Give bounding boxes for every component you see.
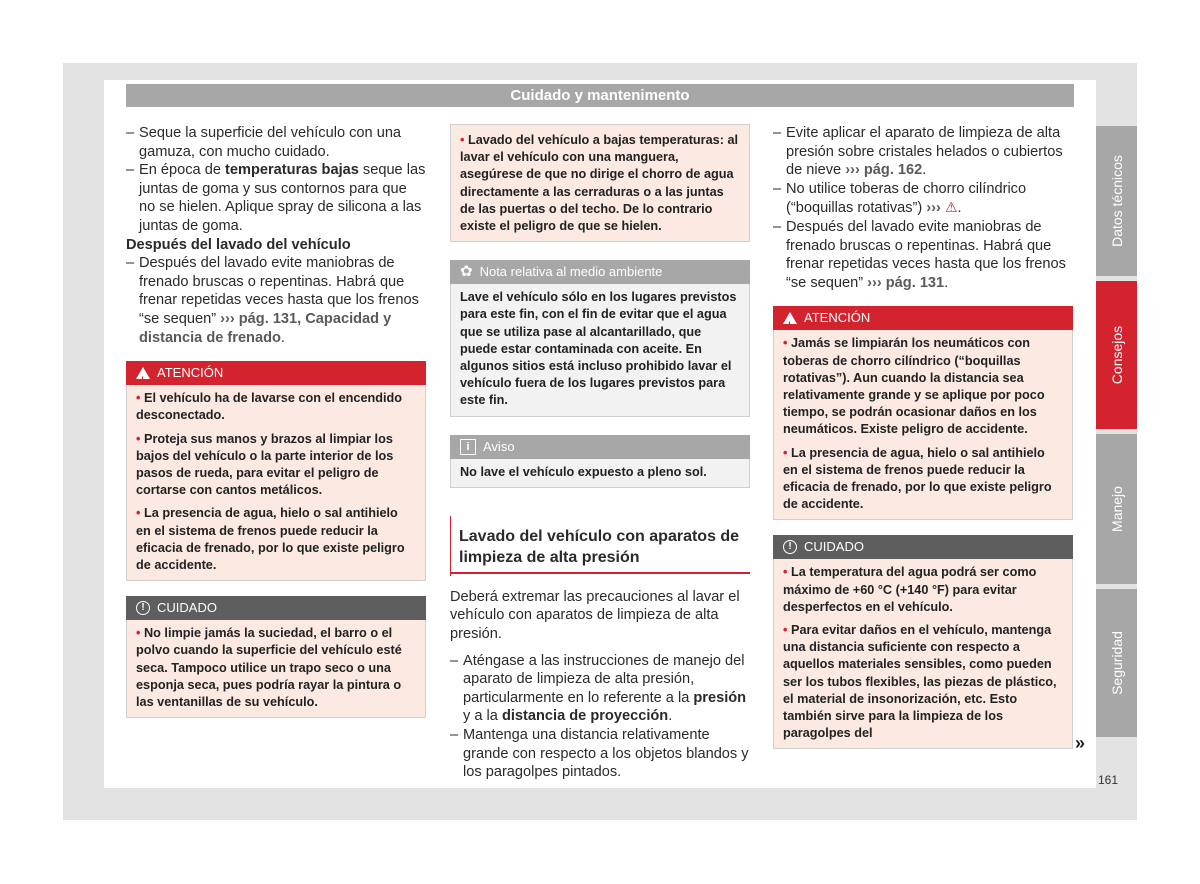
box-bullet-text: Para evitar daños en el vehículo, mantenga una distancia suficiente con respecto a aquellos materiales sensibles, como pueden ser los tubos flexibles, las piezas de plástico, el material de insonorización, etc. Esto también sirve para la limpieza de los paragolpes del bbox=[783, 622, 1057, 741]
list-item bbox=[773, 180, 1073, 218]
list-item-text: . bbox=[922, 162, 927, 179]
box-bullet-text: Lavado del vehículo a bajas temperaturas: al lavar el vehículo con una manguera, asegúrese de que no dirige el chorro de agua directamente a las cerraduras o a las juntas de las puertas o del techo. De lo contrario existe el peligro de que se hielen. bbox=[460, 133, 739, 234]
side-tab-manejo[interactable] bbox=[1096, 434, 1137, 584]
box-title-text: CUIDADO bbox=[804, 539, 864, 555]
list-item bbox=[126, 254, 426, 347]
side-tab-label: Consejos bbox=[1108, 325, 1125, 385]
atencion-box bbox=[773, 306, 1073, 520]
side-tab-seguridad[interactable] bbox=[1096, 589, 1137, 737]
nota-box-title bbox=[450, 260, 750, 284]
box-bullet: • No limpie jamás la suciedad, el barro o el polvo cuando la superficie del vehículo esté seca. Tampoco utilice un trapo seco o una esponja seca, pues podría rayar la pintura o las ventanillas de su vehículo. bbox=[136, 626, 402, 709]
list-item-text: seque las juntas de goma y sus contornos para que no se hielen. Aplique spray de silicona a las juntas de goma. bbox=[139, 162, 426, 234]
box-bullet-text: Proteja sus manos y brazos al limpiar los bajos del vehículo o la parte interior de los pasos de rueda, para evitar el peligro de cortarse con cantos metálicos. bbox=[136, 431, 394, 498]
continued-box-body bbox=[450, 125, 750, 242]
side-tab-consejos[interactable] bbox=[1096, 281, 1137, 429]
box-title-text: CUIDADO bbox=[157, 600, 217, 616]
section-intro: Deberá extremar las precauciones al lavar el vehículo con aparatos de limpieza de alta presión. bbox=[450, 588, 740, 643]
column-right bbox=[773, 124, 1073, 749]
list-item bbox=[450, 652, 750, 726]
box-title-text: ATENCIÓN bbox=[804, 310, 871, 326]
side-tab-datos-tecnicos[interactable] bbox=[1096, 126, 1137, 276]
cuidado-box-body bbox=[126, 620, 426, 718]
box-bullet: • Para evitar daños en el vehículo, mantenga una distancia suficiente con respecto a aquellos materiales sensibles, como pueden ser los tubos flexibles, las piezas de plástico, el material de insonorización, etc. Esto también sirve para la limpieza de los paragolpes del bbox=[783, 622, 1057, 741]
atencion-box-title bbox=[126, 361, 426, 385]
box-title-text: Aviso bbox=[483, 438, 515, 454]
caution-circle-icon: ! bbox=[136, 601, 150, 615]
warning-triangle-icon bbox=[136, 367, 150, 379]
continue-arrow-icon: » bbox=[1075, 733, 1086, 753]
cuidado-box bbox=[773, 535, 1073, 749]
box-bullet: • La presencia de agua, hielo o sal antihielo en el sistema de frenos puede reducir la eficacia de frenado, por lo que existe peligro de accidente. bbox=[783, 445, 1052, 512]
box-bullet-text: El vehículo ha de lavarse con el encendido desconectado. bbox=[136, 391, 403, 423]
box-title-text: ATENCIÓN bbox=[157, 365, 224, 381]
cuidado-box-body bbox=[773, 559, 1073, 749]
box-bullet-text: La temperatura del agua podrá ser como máximo de +60 °C (+140 °F) para evitar desperfectos en el vehículo. bbox=[783, 565, 1037, 614]
chapter-header: Cuidado y mantenimento bbox=[126, 84, 1074, 107]
page-reference-link[interactable]: ››› bbox=[926, 200, 941, 217]
list-item bbox=[450, 726, 750, 782]
atencion-box-body bbox=[773, 330, 1073, 520]
section-title bbox=[450, 526, 750, 574]
column-left bbox=[126, 124, 426, 718]
side-tab-label: Datos técnicos bbox=[1108, 155, 1125, 247]
list-item-text: y a la bbox=[463, 708, 502, 725]
box-bullet-text: No limpie jamás la suciedad, el barro o el polvo cuando la superficie del vehículo esté seca. Tampoco utilice un trapo seco o una esponja seca, pues podría rayar la pintura o las ventanillas de su vehículo. bbox=[136, 626, 402, 709]
list-item-text: Seque la superficie del vehículo con una gamuza, con mucho cuidado. bbox=[139, 125, 402, 160]
box-bullet: • Lavado del vehículo a bajas temperaturas: al lavar el vehículo con una manguera, asegúrese de que no dirige el chorro de agua directamente a las cerraduras o a las juntas de las puertas o del techo. De lo contrario existe el peligro de que se hielen. bbox=[460, 133, 739, 234]
box-bullet: • El vehículo ha de lavarse con el encendido desconectado. bbox=[136, 391, 403, 423]
box-title-text: Nota relativa al medio ambiente bbox=[479, 264, 663, 280]
list-item-text: Después del lavado evite maniobras de frenado bruscas o repentinas. Habrá que frenar repetidas veces hasta que los frenos “se sequen” bbox=[139, 255, 419, 327]
atencion-box-body bbox=[126, 385, 426, 581]
list-item-text: . bbox=[944, 274, 949, 291]
box-text: Lave el vehículo sólo en los lugares previstos para este fin, con el fin de evitar que el agua que se utiliza pase al alcantarillado, que puede estar contaminada con aceite. En algunos sitios está incluso prohibido lavar el vehículo fuera de los lugares previstos para este fin. bbox=[460, 290, 737, 408]
list-item-text: . bbox=[668, 708, 673, 725]
box-bullet-text: La presencia de agua, hielo o sal antihielo en el sistema de frenos puede reducir la eficacia de frenado, por lo que existe peligro de accidente. bbox=[783, 445, 1052, 512]
list-item-text: No utilice toberas de chorro cilíndrico (“boquillas rotativas”) bbox=[786, 180, 1027, 217]
info-icon: i bbox=[460, 439, 476, 455]
aviso-box bbox=[450, 435, 750, 488]
side-tab-label: Seguridad bbox=[1108, 631, 1125, 695]
list-item-text: . bbox=[957, 200, 962, 217]
aviso-box-title bbox=[450, 435, 750, 459]
nota-medio-ambiente-box bbox=[450, 260, 750, 416]
section-title-text: Lavado del vehículo con aparatos de limpieza de alta presión bbox=[459, 527, 740, 566]
list-item-text: . bbox=[280, 329, 285, 346]
list-item-text: Aténgase a las instrucciones de manejo del aparato de limpieza de alta presión, particularmente en lo referente a la bbox=[463, 652, 745, 706]
subheading: Después del lavado del vehículo bbox=[126, 236, 351, 253]
aviso-box-body bbox=[450, 459, 750, 488]
side-tab-label: Manejo bbox=[1108, 486, 1125, 532]
list-item-text: Después del lavado evite maniobras de frenado bruscas o repentinas. Habrá que frenar repetidas veces hasta que los frenos “se sequen” bbox=[786, 218, 1066, 291]
continued-box bbox=[450, 124, 750, 242]
box-bullet: • Jamás se limpiarán los neumáticos con toberas de chorro cilíndrico (“boquillas rotativas”). Aun cuando la distancia sea relativamente grande y se aplique por poco tiempo, se podrán ocasionar daños en los neumáticos. Existe peligro de accidente. bbox=[783, 336, 1045, 437]
box-text: No lave el vehículo expuesto a pleno sol. bbox=[460, 464, 707, 479]
box-bullet-text: Jamás se limpiarán los neumáticos con toberas de chorro cilíndrico (“boquillas rotativas”). Aun cuando la distancia sea relativamente grande y se aplique por poco tiempo, se podrán ocasionar daños en los neumáticos. Existe peligro de accidente. bbox=[783, 336, 1045, 437]
list-item bbox=[773, 124, 1073, 180]
nota-box-body bbox=[450, 284, 750, 416]
page-reference-link[interactable]: ››› pág. 131, Capacidad y distancia de frenado bbox=[139, 310, 392, 346]
page-number: 161 bbox=[1098, 773, 1119, 787]
cuidado-box bbox=[126, 596, 426, 718]
cuidado-box-title bbox=[773, 535, 1073, 559]
list-item-text: Evite aplicar el aparato de limpieza de alta presión sobre cristales helados o cubiertos de nieve bbox=[786, 125, 1063, 179]
atencion-box-title bbox=[773, 306, 1073, 330]
cuidado-box-title bbox=[126, 596, 426, 620]
column-middle bbox=[450, 124, 750, 782]
caution-circle-icon: ! bbox=[783, 540, 797, 554]
list-item-text: Mantenga una distancia relativamente grande con respecto a los objetos blandos y los paragolpes pintados. bbox=[463, 727, 749, 781]
list-item bbox=[773, 218, 1073, 292]
emphasis-text: presión bbox=[693, 689, 747, 706]
atencion-box bbox=[126, 361, 426, 581]
flower-icon: ✿ bbox=[460, 263, 473, 281]
page-reference-link[interactable]: ››› pág. 131 bbox=[867, 274, 945, 291]
list-item-text: En época de bbox=[139, 162, 226, 179]
box-bullet: • La temperatura del agua podrá ser como máximo de +60 °C (+140 °F) para evitar desperfectos en el vehículo. bbox=[783, 565, 1037, 614]
list-item bbox=[126, 161, 426, 235]
emphasis-text: distancia de proyección bbox=[501, 708, 669, 725]
warning-triangle-icon bbox=[783, 312, 797, 324]
page-reference-link[interactable]: ››› pág. 162 bbox=[845, 162, 923, 179]
box-bullet: • Proteja sus manos y brazos al limpiar los bajos del vehículo o la parte interior de los pasos de rueda, para evitar el peligro de cortarse con cantos metálicos. bbox=[136, 431, 394, 498]
warning-triangle-icon: ⚠ bbox=[944, 199, 958, 216]
box-bullet: • La presencia de agua, hielo o sal antihielo en el sistema de frenos puede reducir la eficacia de frenado, por lo que existe peligro de accidente. bbox=[136, 506, 405, 572]
box-bullet-text: La presencia de agua, hielo o sal antihielo en el sistema de frenos puede reducir la eficacia de frenado, por lo que existe peligro de accidente. bbox=[136, 506, 405, 572]
emphasis-text: temperaturas bajas bbox=[225, 162, 359, 179]
list-item bbox=[126, 124, 426, 161]
